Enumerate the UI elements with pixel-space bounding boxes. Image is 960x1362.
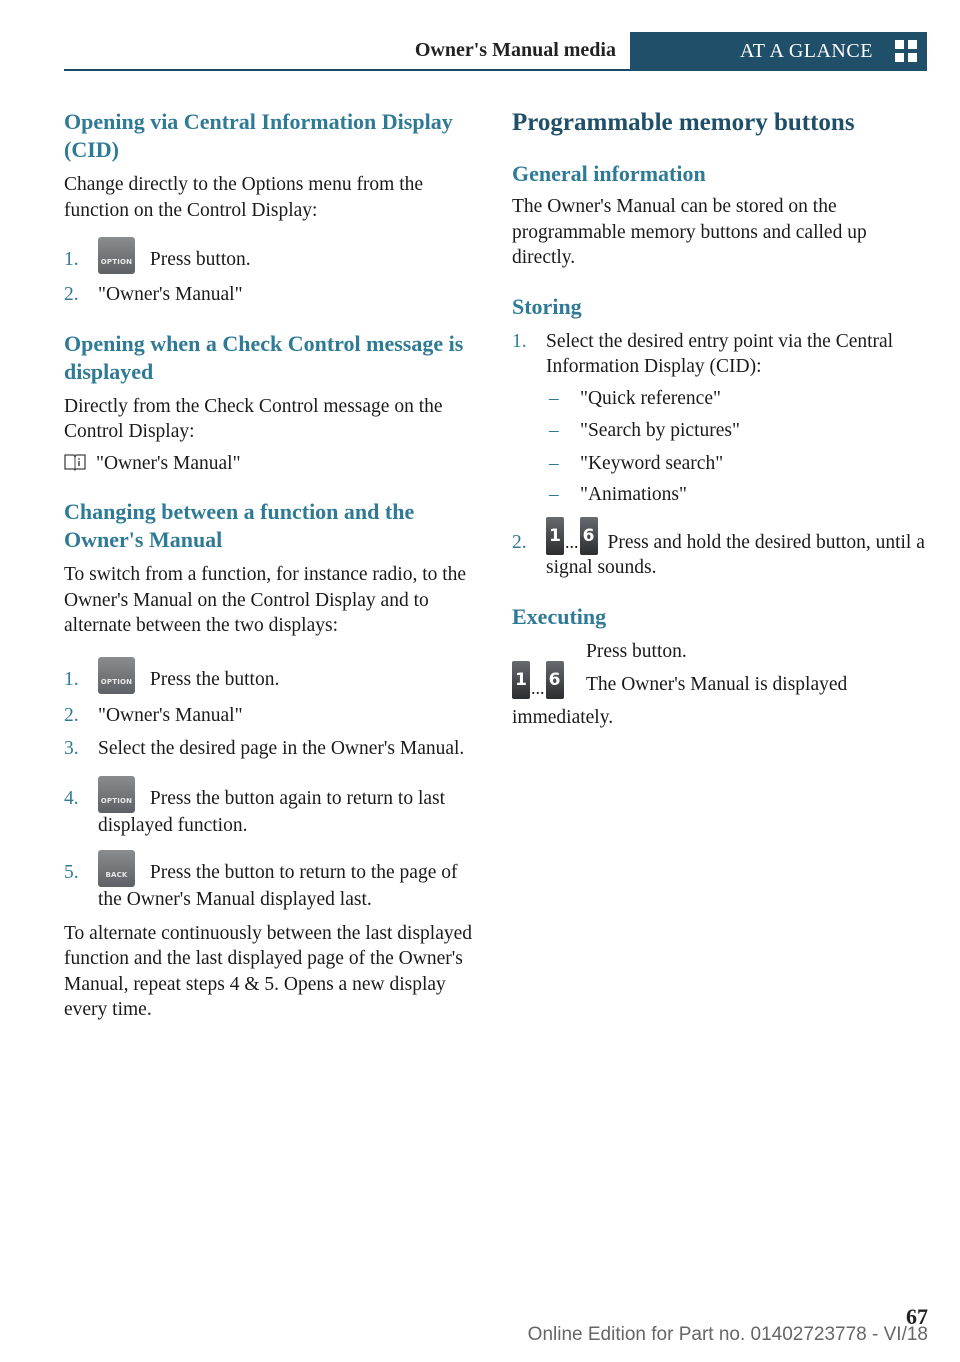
edition-text: Online Edition for Part no. 01402723778 - VI/18 (527, 1324, 928, 1345)
step-text: Press the button. (149, 668, 280, 690)
changing-step-5 (64, 860, 480, 913)
step-number: 5. (64, 862, 79, 884)
step-text: Press the button again to return to last displayed function. (98, 787, 446, 836)
changing-heading: Changing between a function and the Owner's Manual (64, 499, 415, 553)
storing-option: – "Search by pictures" (549, 420, 740, 441)
section-title: Owner's Manual media (414, 39, 616, 61)
step-number: 2. (512, 531, 527, 553)
memory-buttons-range-icon: 1 ... 6 (512, 661, 564, 699)
step-text: Select the desired page in the Owner's Manual. (98, 738, 465, 760)
step-number: 2. (64, 284, 79, 306)
step-text: Press button. (149, 249, 251, 270)
changing-step-3 (64, 736, 480, 762)
storing-heading: Storing (512, 293, 582, 319)
check-text: Directly from the Check Control message on the Control Display: (64, 395, 443, 443)
step-text: Press and hold the desired button, until a signal sounds. (546, 531, 925, 578)
step-text: "Owner's Manual" (98, 704, 243, 726)
option-button-icon: OPTION (98, 237, 135, 274)
check-icon-line (64, 451, 480, 477)
page-footer (512, 1304, 928, 1346)
changing-step-1 (64, 667, 480, 694)
chapter-title: AT A GLANCE (740, 40, 873, 62)
general-heading: General information (512, 161, 706, 186)
memory-buttons-range-icon: 1 ... 6 (546, 517, 598, 555)
memory-button-1-icon: 1 (512, 661, 530, 699)
step-number: 1. (64, 249, 79, 270)
step-number: 3. (64, 738, 79, 760)
executing-line-1: Press button. (586, 640, 687, 662)
step-number: 1. (64, 668, 79, 690)
storing-option: – "Keyword search" (549, 452, 724, 474)
changing-step-2 (64, 703, 480, 729)
executing-heading: Executing (512, 603, 607, 629)
check-heading: Opening when a Check Control message is displayed (64, 330, 464, 384)
executing-line-2-cont: immediately. (512, 706, 614, 728)
back-button-icon: BACK (98, 850, 135, 887)
memory-button-1-icon: 1 (546, 517, 564, 555)
right-column (512, 108, 926, 730)
step-text: Press the button to return to the page of the Owner's Manual displayed last. (98, 862, 458, 911)
page-number: 67 (906, 1304, 928, 1329)
left-column (64, 108, 480, 1023)
cid-heading: Opening via Central Information Display (CID) (64, 109, 453, 162)
step-number: 1. (512, 330, 527, 352)
chapter-banner (630, 32, 927, 71)
step-text: Select the desired entry point via the Central Information Display (CID): (546, 330, 894, 377)
memory-buttons-title: Programmable memory buttons (512, 109, 855, 136)
cid-step-2 (64, 282, 480, 308)
option-button-icon: OPTION (98, 657, 135, 694)
step-number: 2. (64, 704, 79, 726)
option-button-icon: OPTION (98, 776, 135, 813)
step-text: "Owner's Manual" (98, 284, 243, 306)
manual-book-icon (64, 452, 86, 472)
changing-closing: To alternate continuously between the last displayed function and the last displayed page of the Owner's Manual, repeat steps 4 & 5. Opens a new display every time. (64, 922, 473, 1021)
check-manual-label: "Owner's Manual" (96, 452, 241, 474)
executing-block (512, 639, 926, 705)
memory-button-6-icon: 6 (546, 661, 564, 699)
storing-option: – "Quick reference" (549, 387, 721, 409)
storing-step-1 (512, 329, 926, 380)
storing-option: – "Animations" (549, 484, 687, 505)
changing-text: To switch from a function, for instance radio, to the Owner's Manual on the Control Display and to alternate between the two displays: (64, 564, 467, 637)
changing-step-4 (64, 786, 480, 839)
step-number: 4. (64, 787, 79, 809)
storing-step-2 (512, 526, 926, 581)
cid-text: Change directly to the Options menu from the function on the Control Display: (64, 174, 424, 221)
grid-icon (895, 40, 919, 64)
general-text: The Owner's Manual can be stored on the programmable memory buttons and called up directly. (512, 196, 867, 268)
page-header (64, 32, 927, 71)
memory-button-6-icon: 6 (580, 517, 598, 555)
executing-line-2: The Owner's Manual is displayed (586, 673, 848, 695)
cid-step-1 (64, 247, 480, 274)
